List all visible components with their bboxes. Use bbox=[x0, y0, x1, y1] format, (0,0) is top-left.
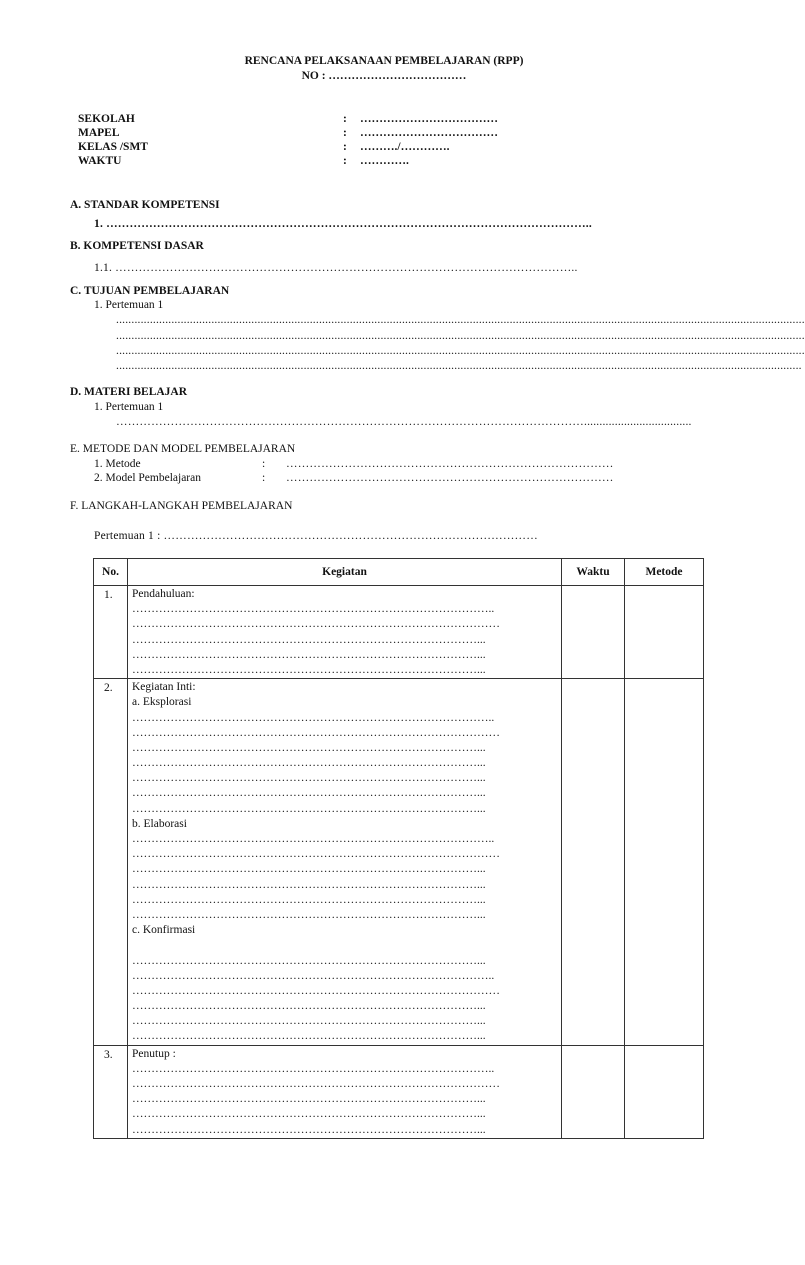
activity-title: Kegiatan Inti: bbox=[132, 681, 196, 694]
row-activity bbox=[128, 586, 562, 679]
activity-subsection: a. Eksplorasi bbox=[132, 696, 192, 709]
activity-line: ………………………………………………………………………………... bbox=[132, 954, 486, 967]
activity-line: ………………………………………………………………………………….. bbox=[132, 711, 495, 724]
activity-line: ………………………………………………………………………………... bbox=[132, 802, 486, 815]
activity-line: ………………………………………………………………………………... bbox=[132, 878, 486, 891]
row-method bbox=[625, 1045, 704, 1138]
activity-line: ………………………………………………………………………………….. bbox=[132, 833, 495, 845]
identity-sep: : bbox=[343, 127, 347, 139]
section-b-item: 1.1. ……………………………………………………………………………………………………….. bbox=[94, 262, 578, 274]
activity-line: ………………………………………………………………………………... bbox=[132, 741, 486, 754]
activity-line: …………………………………………………………………………………… bbox=[132, 726, 500, 739]
activity-line: ………………………………………………………………………………... bbox=[132, 1000, 486, 1013]
header-no: No. bbox=[94, 559, 128, 586]
activity-line: ………………………………………………………………………………... bbox=[132, 772, 486, 785]
section-c-line: ................................................................................................................................................................................................................................ bbox=[116, 345, 805, 357]
section-d-title: D. MATERI BELAJAR bbox=[70, 386, 188, 398]
section-c-sub: 1. Pertemuan 1 bbox=[94, 299, 164, 311]
activity-title: Pendahuluan: bbox=[132, 588, 195, 600]
activity-line: …………………………………………………………………………………… bbox=[132, 618, 500, 631]
document-number: NO : ……………………………… bbox=[301, 70, 467, 82]
identity-label: MAPEL bbox=[78, 127, 120, 139]
activity-line: ………………………………………………………………………………... bbox=[132, 1123, 486, 1136]
section-a-title: A. STANDAR KOMPETENSI bbox=[70, 199, 220, 211]
activity-line: ………………………………………………………………………………... bbox=[132, 1015, 486, 1028]
activity-line: ………………………………………………………………………………... bbox=[132, 663, 486, 676]
activity-line: ………………………………………………………………………………... bbox=[132, 893, 486, 906]
identity-sep: : bbox=[343, 155, 347, 167]
model-sep: : bbox=[262, 472, 266, 484]
activity-subsection: c. Konfirmasi bbox=[132, 924, 196, 937]
meeting-line: Pertemuan 1 : …………………………………………………………………………………… bbox=[94, 530, 538, 542]
table-header-row bbox=[94, 559, 704, 586]
table-row bbox=[94, 679, 704, 1046]
method-sep: : bbox=[262, 458, 266, 470]
row-method bbox=[625, 679, 704, 1046]
activity-line: …………………………………………………………………………………… bbox=[132, 848, 500, 861]
activities-table bbox=[93, 558, 704, 1139]
document-title: RENCANA PELAKSANAAN PEMBELAJARAN (RPP) bbox=[244, 55, 524, 67]
identity-value: ………./…………. bbox=[360, 141, 450, 153]
section-f-title: F. LANGKAH-LANGKAH PEMBELAJARAN bbox=[70, 500, 293, 512]
section-b-title: B. KOMPETENSI DASAR bbox=[70, 240, 204, 252]
row-method bbox=[625, 586, 704, 679]
identity-value: ……………………………… bbox=[360, 113, 498, 125]
model-value: ………………………………………………………………………… bbox=[286, 472, 614, 484]
header-kegiatan: Kegiatan bbox=[128, 559, 562, 586]
activity-line: ………………………………………………………………………………... bbox=[132, 863, 486, 876]
method-label: 1. Metode bbox=[94, 458, 141, 470]
row-time bbox=[562, 586, 625, 679]
activity-line: ………………………………………………………………………………….. bbox=[132, 969, 495, 982]
section-e-title: E. METODE DAN MODEL PEMBELAJARAN bbox=[70, 443, 296, 455]
table-row bbox=[94, 586, 704, 679]
model-label: 2. Model Pembelajaran bbox=[94, 472, 201, 484]
row-number: 3. bbox=[94, 1045, 128, 1138]
header-metode: Metode bbox=[625, 559, 704, 586]
identity-value: …………. bbox=[360, 155, 409, 167]
activity-line: ………………………………………………………………………………... bbox=[132, 1030, 486, 1043]
activity-line: ………………………………………………………………………………….. bbox=[132, 1062, 495, 1075]
activity-line: ………………………………………………………………………………... bbox=[132, 757, 486, 770]
activity-line: ………………………………………………………………………………... bbox=[132, 633, 486, 646]
row-number: 1. bbox=[94, 586, 128, 679]
identity-sep: : bbox=[343, 141, 347, 153]
activity-line: ………………………………………………………………………………... bbox=[132, 1093, 486, 1106]
activity-subsection: b. Elaborasi bbox=[132, 817, 187, 830]
activity-line: ………………………………………………………………………………….. bbox=[132, 603, 495, 616]
identity-label: SEKOLAH bbox=[78, 113, 135, 125]
activity-line: ………………………………………………………………………………... bbox=[132, 1108, 486, 1121]
section-d-sub: 1. Pertemuan 1 bbox=[94, 401, 164, 413]
activity-line: …………………………………………………………………………………… bbox=[132, 1078, 500, 1090]
header-waktu: Waktu bbox=[562, 559, 625, 586]
activity-line: ………………………………………………………………………………... bbox=[132, 787, 486, 800]
identity-sep: : bbox=[343, 113, 347, 125]
activity-line: ………………………………………………………………………………... bbox=[132, 648, 486, 661]
activity-line: ………………………………………………………………………………... bbox=[132, 908, 486, 921]
section-c-line: ................................................................................................................................................................................................................................ bbox=[116, 314, 805, 326]
activity-title: Penutup : bbox=[132, 1047, 176, 1060]
section-c-line: ............................................................................................................................................................................................................................... bbox=[116, 360, 802, 372]
identity-label: WAKTU bbox=[78, 155, 122, 167]
row-activity bbox=[128, 1045, 562, 1138]
section-d-line: …………………………………………………………………………………………………………................................... bbox=[116, 416, 692, 428]
method-value: ………………………………………………………………………… bbox=[286, 458, 614, 470]
activity-line: …………………………………………………………………………………… bbox=[132, 984, 500, 997]
row-activity bbox=[128, 679, 562, 1046]
identity-value: ……………………………… bbox=[360, 127, 498, 139]
section-c-title: C. TUJUAN PEMBELAJARAN bbox=[70, 285, 230, 297]
section-c-line: ................................................................................................................................................................................................................................ bbox=[116, 330, 805, 342]
section-a-item: 1. …………………………………………………………………………………………………………….. bbox=[94, 218, 592, 230]
row-time bbox=[562, 679, 625, 1046]
identity-label: KELAS /SMT bbox=[78, 141, 148, 153]
activity-line bbox=[128, 938, 561, 953]
row-number: 2. bbox=[94, 679, 128, 1046]
table-row bbox=[94, 1045, 704, 1138]
row-time bbox=[562, 1045, 625, 1138]
